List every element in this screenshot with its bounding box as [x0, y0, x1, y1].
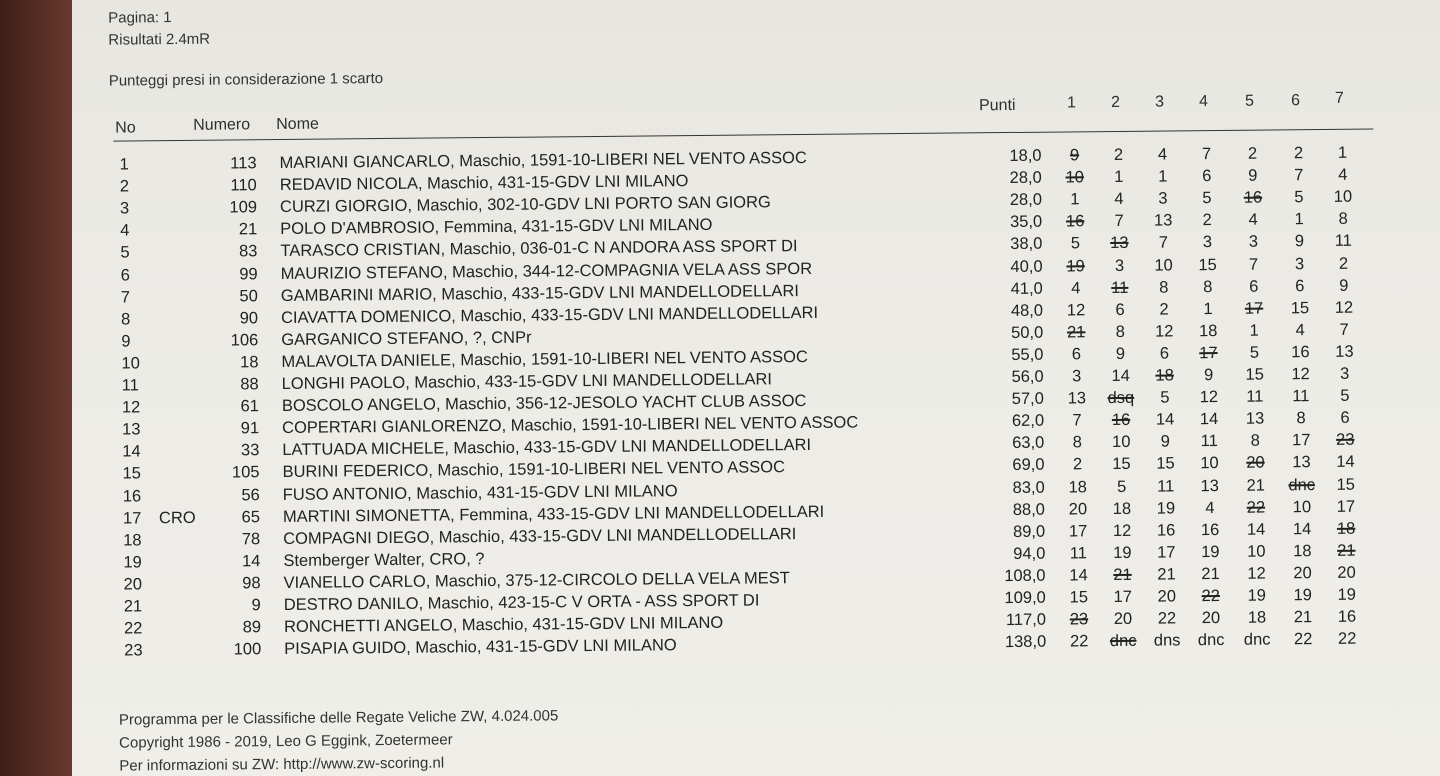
discarded-race-score: 20	[1246, 453, 1265, 473]
race-score: 20	[1337, 563, 1356, 582]
race-score: 12	[1199, 388, 1219, 407]
race-score: 15	[1198, 255, 1217, 274]
race-score: 1	[1114, 168, 1124, 187]
rank-number: 20	[123, 575, 143, 594]
race-score: 13	[1292, 453, 1311, 472]
race-score: 5	[1249, 343, 1260, 362]
rank-number: 16	[122, 486, 142, 506]
sailor-name: CIAVATTA DOMENICO, Maschio, 433-15-GDV LNI MANDELLODELLARI	[280, 303, 819, 327]
sailor-name: LATTUADA MICHELE, Maschio, 433-15-GDV LNI MANDELLODELLARI	[282, 436, 812, 460]
sailor-name: GAMBARINI MARIO, Maschio, 433-15-GDV LNI MANDELLODELLARI	[280, 281, 799, 305]
race-score: 6	[1340, 408, 1350, 428]
col-header-punti: Punti	[978, 96, 1016, 115]
total-points: 28,0	[1009, 168, 1042, 188]
sailor-name: CURZI GIORGIO, Maschio, 302-10-GDV LNI PORTO SAN GIORG	[279, 193, 771, 217]
rank-number: 2	[119, 177, 130, 196]
discarded-race-score: 16	[1111, 411, 1131, 430]
race-score: 10	[1154, 255, 1173, 275]
race-score: 12	[1334, 298, 1354, 317]
race-score: 22	[1293, 630, 1313, 649]
race-score: 15	[1069, 588, 1089, 607]
race-score: 4	[1338, 165, 1348, 184]
race-score: 5	[1160, 388, 1170, 407]
race-score: 2	[1159, 300, 1169, 319]
discarded-race-score: 16	[1065, 212, 1085, 231]
race-score: 9	[1203, 366, 1214, 385]
discarded-race-score: 17	[1244, 299, 1264, 318]
race-score: 6	[1295, 276, 1305, 295]
sail-number: 113	[230, 154, 257, 173]
sail-number: 56	[241, 485, 260, 504]
race-score: 2	[1338, 254, 1349, 273]
race-score: 16	[1291, 343, 1310, 362]
sail-number: 83	[238, 242, 258, 261]
sheet-content	[72, 0, 1440, 776]
sailor-name: MALAVOLTA DANIELE, Maschio, 1591-10-LIBERI NEL VENTO ASSOC	[281, 347, 808, 371]
total-points: 94,0	[1013, 544, 1046, 563]
race-score: dns	[1153, 631, 1181, 650]
race-score: 9	[1160, 432, 1170, 451]
race-score: 5	[1340, 386, 1350, 405]
race-score: 12	[1247, 564, 1266, 583]
col-header-race-5: 5	[1244, 92, 1255, 110]
race-score: 7	[1072, 411, 1082, 430]
total-points: 69,0	[1012, 456, 1045, 475]
race-score: 2	[1202, 211, 1212, 230]
total-points: 38,0	[1010, 235, 1043, 254]
sailor-name: MARIANI GIANCARLO, Maschio, 1591-10-LIBERI NEL VENTO ASSOC	[279, 148, 807, 173]
race-score: 5	[1202, 189, 1212, 208]
race-score: 2	[1113, 145, 1124, 165]
race-score: 11	[1069, 544, 1088, 563]
race-score: 4	[1295, 320, 1305, 340]
race-score: 6	[1159, 344, 1170, 363]
sail-number: 110	[230, 176, 257, 195]
race-score: 18	[1247, 608, 1267, 627]
sail-number: 50	[239, 286, 258, 305]
discarded-race-score: 21	[1066, 323, 1086, 342]
sailor-name: TARASCO CRISTIAN, Maschio, 036-01-C N ANDORA ASS SPORT DI	[280, 237, 798, 261]
race-score: 21	[1293, 608, 1313, 627]
race-score: 16	[1200, 520, 1220, 539]
race-score: 14	[1336, 453, 1355, 472]
race-score: 9	[1115, 344, 1126, 363]
race-score: 11	[1292, 387, 1310, 406]
race-score: 21	[1246, 476, 1265, 495]
total-points: 55,0	[1011, 345, 1044, 364]
sailor-name: BURINI FEDERICO, Maschio, 1591-10-LIBERI NEL VENTO ASSOC	[282, 458, 786, 482]
footer-copyright: Copyright 1986 - 2019, Leo G Eggink, Zoetermeer	[119, 731, 453, 752]
sailor-name: FUSO ANTONIO, Maschio, 431-15-GDV LNI MILANO	[282, 481, 678, 504]
col-header-race-2: 2	[1110, 93, 1121, 112]
col-header-race-6: 6	[1290, 92, 1301, 110]
race-score: 9	[1339, 276, 1349, 295]
race-score: 18	[1068, 477, 1087, 496]
race-score: 3	[1294, 254, 1305, 273]
page-number: Pagina: 1	[108, 9, 172, 27]
race-score: 6	[1071, 345, 1082, 364]
race-score: 8	[1072, 433, 1082, 452]
sail-number: 109	[229, 198, 258, 217]
total-points: 35,0	[1009, 212, 1043, 232]
race-score: 19	[1113, 543, 1132, 562]
total-points: 48,0	[1010, 301, 1044, 320]
race-score: 8	[1159, 278, 1169, 297]
sailor-name: RONCHETTI ANGELO, Maschio, 431-15-GDV LNI MILANO	[283, 613, 724, 637]
total-points: 56,0	[1011, 367, 1044, 386]
race-score: 17	[1113, 587, 1133, 607]
race-score: 2	[1072, 455, 1083, 474]
sailor-name: COPERTARI GIANLORENZO, Maschio, 1591-10-LIBERI NEL VENTO ASSOC	[282, 413, 859, 438]
sailor-name: MAURIZIO STEFANO, Maschio, 344-12-COMPAGNIA VELA ASS SPOR	[280, 259, 813, 283]
race-score: 12	[1112, 521, 1132, 540]
race-score: 16	[1337, 607, 1357, 626]
race-score: 17	[1157, 543, 1176, 562]
race-score: 22	[1069, 632, 1089, 651]
total-points: 62,0	[1011, 411, 1045, 431]
sailor-name: MARTINI SIMONETTA, Femmina, 433-15-GDV LNI MANDELLODELLARI	[282, 502, 825, 526]
discarded-race-score: 21	[1337, 541, 1356, 560]
sail-number: 98	[242, 574, 261, 593]
total-points: 109,0	[1004, 588, 1046, 608]
sail-number: 65	[241, 507, 261, 526]
discarded-race-score: dnc	[1109, 631, 1137, 651]
rank-number: 11	[121, 376, 139, 395]
race-score: 17	[1336, 497, 1356, 516]
discarded-race-score: 22	[1201, 587, 1221, 606]
race-score: 17	[1292, 431, 1311, 450]
race-score: 14	[1111, 366, 1130, 386]
race-score: 8	[1296, 409, 1306, 428]
sailor-name: COMPAGNI DIEGO, Maschio, 433-15-GDV LNI MANDELLODELLARI	[283, 524, 797, 548]
rank-number: 22	[123, 619, 143, 638]
race-score: 1	[1249, 321, 1259, 340]
race-score: 8	[1203, 277, 1213, 296]
sail-number: 14	[241, 552, 261, 571]
race-score: 3	[1202, 233, 1213, 252]
race-score: 14	[1246, 520, 1266, 539]
col-header-race-1: 1	[1066, 94, 1077, 112]
total-points: 83,0	[1012, 478, 1045, 497]
sail-number: 105	[231, 463, 260, 482]
race-score: 1	[1203, 299, 1213, 318]
race-score: 13	[1200, 476, 1219, 495]
total-points: 108,0	[1004, 566, 1046, 585]
sail-number: 91	[240, 419, 260, 438]
race-score: 10	[1247, 542, 1266, 561]
race-score: 8	[1115, 322, 1125, 341]
race-score: 8	[1338, 210, 1348, 229]
sail-number: 9	[251, 596, 261, 615]
race-score: 6	[1202, 167, 1212, 186]
sailor-name: VIANELLO CARLO, Maschio, 375-12-CIRCOLO DELLA VELA MEST	[283, 569, 790, 592]
sailor-name: BOSCOLO ANGELO, Maschio, 356-12-JESOLO YACHT CLUB ASSOC	[281, 392, 807, 416]
discarded-race-score: 19	[1066, 256, 1085, 275]
total-points: 88,0	[1012, 500, 1046, 519]
discarded-race-score: 16	[1243, 188, 1263, 207]
race-score: 20	[1113, 609, 1133, 629]
rank-number: 18	[123, 531, 142, 550]
race-score: 1	[1294, 210, 1304, 229]
race-score: 18	[1293, 541, 1312, 561]
rank-number: 12	[121, 398, 141, 417]
race-score: 10	[1200, 454, 1219, 473]
discarded-race-score: 10	[1065, 168, 1085, 187]
results-class: Risultati 2.4mR	[108, 30, 211, 49]
rank-number: 4	[120, 221, 130, 240]
race-score: 10	[1292, 497, 1312, 516]
race-score: 3	[1071, 367, 1082, 386]
race-score: 18	[1198, 321, 1218, 340]
race-score: 6	[1249, 277, 1259, 296]
race-score: 7	[1294, 166, 1304, 185]
sail-number: 100	[233, 640, 262, 659]
desk-background	[0, 0, 75, 776]
sail-number: 106	[230, 331, 259, 350]
race-score: 13	[1153, 211, 1173, 230]
discarded-race-score: 23	[1336, 431, 1355, 450]
race-score: 3	[1114, 256, 1125, 275]
race-score: 14	[1069, 566, 1088, 585]
race-score: 18	[1112, 499, 1132, 518]
race-score: dnc	[1243, 630, 1271, 649]
total-points: 89,0	[1012, 522, 1046, 541]
race-score: 10	[1112, 433, 1131, 452]
sailor-name: DESTRO DANILO, Maschio, 423-15-C V ORTA - ASS SPORT DI	[283, 591, 760, 614]
race-score: 13	[1335, 342, 1354, 361]
footer-program: Programma per le Classifiche delle Regate Veliche ZW, 4.024.005	[118, 707, 559, 729]
discarded-race-score: dsq	[1107, 388, 1135, 408]
race-score: 14	[1199, 410, 1219, 429]
race-score: 3	[1158, 189, 1168, 208]
total-points: 28,0	[1009, 190, 1043, 210]
race-score: 5	[1070, 234, 1081, 253]
race-score: 4	[1157, 145, 1168, 164]
race-score: 20	[1201, 609, 1221, 628]
race-score: 14	[1292, 519, 1312, 538]
col-header-numero: Numero	[193, 116, 251, 134]
race-score: 9	[1294, 232, 1305, 251]
race-score: 2	[1293, 144, 1304, 163]
race-score: 10	[1333, 187, 1353, 207]
discarded-race-score: 13	[1110, 234, 1129, 253]
total-points: 57,0	[1011, 389, 1044, 409]
race-score: 19	[1201, 542, 1220, 561]
race-score: 11	[1157, 476, 1175, 496]
sail-number: 33	[240, 441, 260, 460]
rank-number: 23	[124, 641, 143, 660]
race-score: dnc	[1197, 631, 1225, 650]
rank-number: 3	[119, 199, 130, 218]
race-score: 19	[1337, 585, 1357, 604]
race-score: 4	[1071, 278, 1081, 298]
race-score: 7	[1339, 320, 1349, 339]
rank-number: 17	[122, 508, 142, 528]
race-score: 20	[1068, 499, 1088, 519]
race-score: 4	[1114, 190, 1124, 209]
sail-number: 90	[239, 308, 259, 328]
race-score: 12	[1154, 322, 1174, 341]
race-score: 14	[1155, 410, 1175, 429]
race-score: 4	[1248, 210, 1258, 230]
sailor-name: LONGHI PAOLO, Maschio, 433-15-GDV LNI MANDELLODELLARI	[281, 370, 773, 394]
race-score: 15	[1245, 365, 1264, 384]
rank-number: 10	[121, 354, 140, 373]
race-score: 5	[1117, 477, 1127, 496]
race-score: 19	[1293, 586, 1313, 605]
rank-number: 13	[122, 420, 141, 439]
race-score: 15	[1156, 454, 1175, 474]
scoring-note: Punteggi presi in considerazione 1 scarto	[108, 70, 384, 90]
total-points: 138,0	[1004, 632, 1047, 652]
sailor-name: GARGANICO STEFANO, ?, CNPr	[281, 328, 532, 349]
race-score: 21	[1201, 564, 1220, 584]
col-header-race-4: 4	[1198, 93, 1209, 111]
sailor-name: Stemberger Walter, CRO, ?	[283, 549, 485, 570]
total-points: 117,0	[1005, 610, 1047, 630]
race-score: 20	[1293, 564, 1312, 583]
race-score: 12	[1066, 300, 1086, 320]
rank-number: 5	[120, 243, 130, 262]
rank-number: 7	[120, 288, 131, 307]
race-score: 13	[1067, 389, 1087, 408]
rank-number: 14	[122, 442, 141, 461]
race-score: 19	[1247, 586, 1267, 605]
sail-number: 18	[240, 353, 259, 372]
results-sheet	[72, 0, 1440, 776]
sail-number: 78	[241, 529, 261, 549]
col-header-nome: Nome	[276, 115, 319, 134]
category-badge: CRO	[158, 508, 196, 527]
race-score: 11	[1246, 387, 1264, 406]
discarded-race-score: 18	[1336, 519, 1356, 538]
total-points: 40,0	[1010, 257, 1043, 276]
discarded-race-score: 17	[1199, 343, 1218, 363]
race-score: 22	[1337, 629, 1357, 649]
rank-number: 15	[122, 464, 141, 483]
sailor-name: POLO D'AMBROSIO, Femmina, 431-15-GDV LNI MILANO	[280, 216, 713, 239]
race-score: 8	[1250, 431, 1260, 451]
rank-number: 19	[123, 553, 142, 572]
race-score: 16	[1156, 521, 1176, 540]
rank-number: 21	[123, 597, 143, 616]
rank-number: 1	[119, 155, 129, 174]
race-score: 7	[1114, 212, 1124, 231]
race-score: 21	[1157, 565, 1176, 584]
race-score: 1	[1337, 143, 1348, 162]
total-points: 41,0	[1010, 279, 1043, 298]
race-score: 13	[1245, 409, 1265, 428]
race-score: 5	[1294, 188, 1304, 207]
sailor-name: REDAVID NICOLA, Maschio, 431-15-GDV LNI MILANO	[279, 172, 689, 195]
race-score: 7	[1248, 255, 1259, 274]
race-score: 3	[1248, 233, 1259, 252]
sail-number: 99	[239, 264, 258, 283]
total-points: 63,0	[1012, 433, 1045, 453]
race-score: 7	[1201, 145, 1212, 164]
race-score: 19	[1156, 499, 1176, 518]
race-score: 15	[1112, 455, 1131, 474]
col-header-no: No	[115, 119, 136, 137]
race-score: 2	[1247, 144, 1258, 163]
total-points: 50,0	[1011, 323, 1044, 342]
rank-number: 6	[120, 265, 130, 285]
race-score: 6	[1115, 300, 1125, 319]
sail-number: 61	[240, 397, 259, 416]
race-score: 4	[1205, 498, 1215, 517]
race-score: 15	[1290, 298, 1310, 318]
col-header-race-7: 7	[1334, 89, 1344, 107]
race-score: 11	[1200, 432, 1218, 451]
race-score: 22	[1157, 609, 1177, 628]
sailor-name: PISAPIA GUIDO, Maschio, 431-15-GDV LNI MILANO	[284, 636, 677, 659]
race-score: 7	[1158, 233, 1169, 252]
race-score: 17	[1068, 521, 1088, 541]
race-score: 11	[1334, 232, 1353, 251]
discarded-race-score: 23	[1069, 610, 1089, 629]
col-header-race-3: 3	[1154, 93, 1165, 111]
rank-number: 8	[120, 310, 131, 329]
race-score: 20	[1157, 587, 1177, 606]
discarded-race-score: 11	[1111, 278, 1129, 297]
footer-info: Per informazioni su ZW: http://www.zw-scoring.nl	[119, 754, 445, 775]
sail-number: 88	[240, 375, 259, 394]
race-score: 3	[1339, 364, 1350, 383]
sail-number: 21	[238, 220, 258, 239]
discarded-race-score: 9	[1069, 146, 1080, 165]
discarded-race-score: 18	[1155, 366, 1174, 385]
race-score: 1	[1070, 190, 1080, 209]
total-points: 18,0	[1009, 146, 1042, 166]
sail-number: 89	[242, 618, 262, 637]
race-score: 1	[1158, 167, 1168, 186]
discarded-race-score: dnc	[1288, 475, 1316, 494]
discarded-race-score: 21	[1113, 565, 1132, 584]
race-score: 9	[1248, 166, 1258, 185]
rank-number: 9	[121, 332, 131, 351]
race-score: 15	[1336, 475, 1355, 494]
race-score: 12	[1291, 365, 1310, 384]
discarded-race-score: 22	[1246, 498, 1266, 517]
